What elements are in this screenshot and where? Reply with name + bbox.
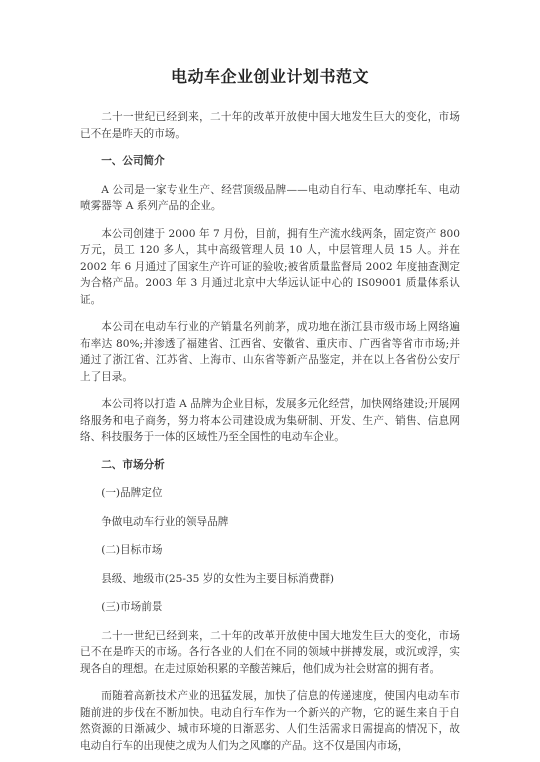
company-paragraph-1: A 公司是一家专业生产、经营顶级品牌——电动自行车、电动摩托车、电动喷雾器等 A 系列产品的企业。 [80, 183, 460, 212]
company-paragraph-3: 本公司在电动车行业的产销量名列前茅，成功地在浙江县市级市场上网络遍布率达 80%;并渗透了福建省、江西省、安徽省、重庆市、广西省等省市市场;并通过了浙江省、江苏省、上海市、山东省等新产品鉴定，并在以上各省份公安厅上了目录。 [80, 321, 460, 383]
market-paragraph-1: 二十一世纪已经到来，二十年的改革开放使中国大地发生巨大的变化，市场已不在是昨天的市场。各行各业的人们在不同的领域中拼搏发展，或沉或浮，实现各自的理想。在走过原始积累的辛酸苦辣后，他们成为社会财富的拥有者。 [80, 629, 460, 675]
section-heading-market: 二、市场分析 [101, 458, 165, 471]
document-title: 电动车企业创业计划书范文 [170, 67, 369, 86]
subheading-target-market: (二)目标市场 [101, 544, 163, 556]
intro-paragraph: 二十一世纪已经到来，二十年的改革开放使中国大地发生巨大的变化，市场已不在是昨天的市场。 [80, 111, 460, 140]
company-paragraph-4: 本公司将以打造 A 品牌为企业目标，发展多元化经营，加快网络建设;开展网络服务和电子商务，努力将本公司建设成为集研制、开发、生产、销售、信息网络、科技服务于一体的区域性乃至全国性的电动车企业。 [80, 398, 460, 443]
subheading-market-outlook: (三)市场前景 [101, 601, 163, 613]
target-market-text: 县级、地级市(25-35 岁的女性为主要目标消费群) [101, 572, 335, 585]
subheading-brand-positioning: (一)品牌定位 [101, 487, 163, 499]
section-heading-company: 一、公司简介 [101, 155, 165, 167]
brand-positioning-text: 争做电动车行业的领导品牌 [101, 515, 229, 528]
market-paragraph-2: 而随着高新技术产业的迅猛发展，加快了信息的传递速度，使国内电动车市随前进的步伐在不断加快。电动自行车作为一个新兴的产物，它的诞生来自于自然资源的日渐减少、城市环境的日渐恶劣、人们生活需求日需提高的情况下，故电动自行车的出现使之成为人们为之风靡的产品。这不仅是国内市场， [80, 690, 460, 752]
company-paragraph-2: 本公司创建于 2000 年 7 月份，目前，拥有生产流水线两条，固定资产 800 万元，员工 120 多人，其中高级管理人员 10 人，中层管理人员 15 人。并在 2002 年 6 月通过了国家生产许可证的验收;被省质量监督局 2002 年度抽查测定为合格产品。2003 年 3 月通过北京中大华远认证中心的 IS09001 质量体系认证。 [80, 227, 460, 306]
